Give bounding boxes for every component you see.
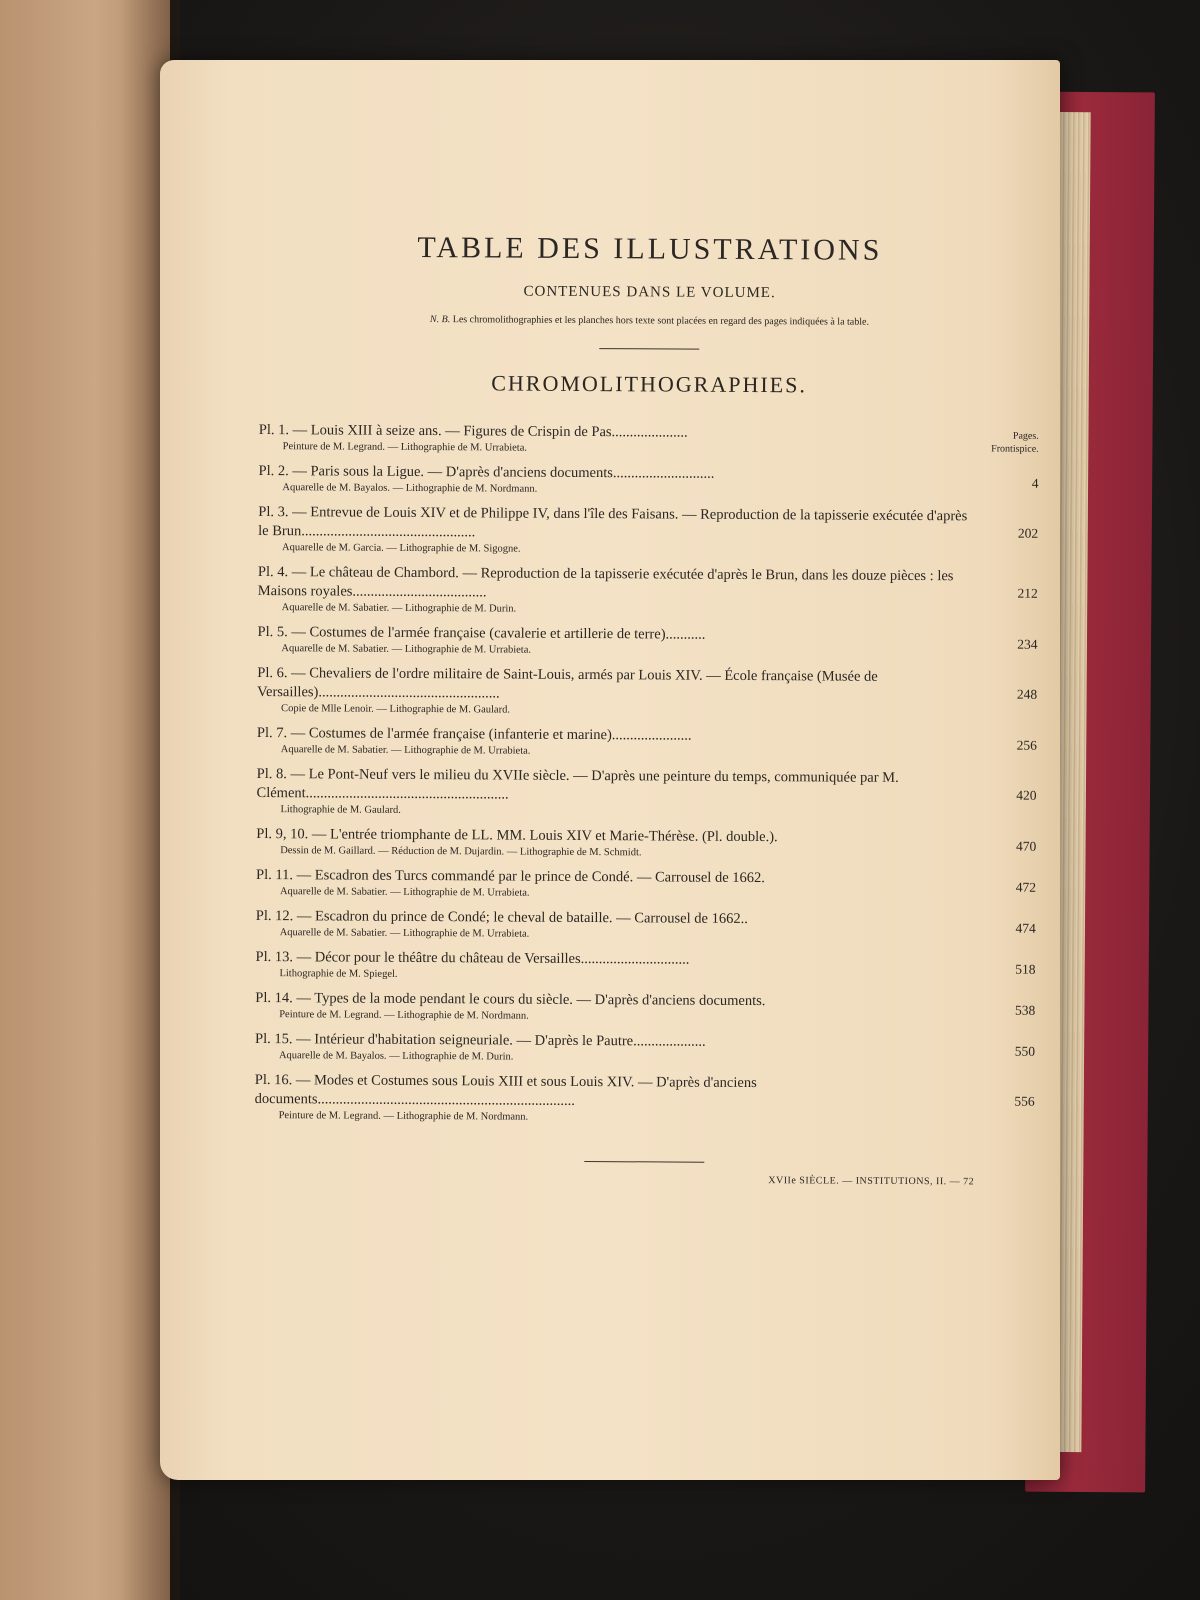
entry-body — [255, 948, 967, 985]
entry-credit: Copie de Mlle Lenoir. — Lithographie de M. Gaulard. — [281, 703, 511, 716]
list-item — [258, 563, 1038, 620]
section-title: CHROMOLITHOGRAPHIES. — [491, 370, 807, 398]
entry-title: Pl. 5. — Costumes de l'armée française (cavalerie et artillerie de terre)........... — [257, 623, 706, 643]
entry-title: Pl. 13. — Décor pour le théâtre du château de Versailles.............................. — [255, 948, 690, 968]
illustration-list — [255, 421, 1039, 1128]
bottom-divider — [584, 1161, 704, 1163]
page-content — [254, 230, 1040, 1188]
entry-credit: Lithographie de M. Gaulard. — [280, 804, 401, 816]
list-item — [255, 1071, 1035, 1128]
entry-page: 550 — [1014, 1043, 1036, 1059]
divider — [599, 348, 699, 350]
entry-page: Frontispice. — [991, 443, 1039, 455]
entry-credit: Aquarelle de M. Garcia. — Lithographie de M. Sigogne. — [282, 542, 521, 555]
list-item — [258, 462, 1038, 500]
note — [259, 313, 1039, 329]
entry-credit: Peinture de M. Legrand. — Lithographie de M. Nordmann. — [279, 1009, 529, 1022]
entry-page: 202 — [1017, 525, 1039, 541]
page-title: TABLE DES ILLUSTRATIONS — [417, 230, 883, 267]
note-text: Les chromolithographies et les planches hors texte sont placées en regard des pages indiquées à la table. — [452, 314, 869, 328]
entry-credit: Aquarelle de M. Sabatier. — Lithographie de M. Urrabieta. — [281, 643, 532, 656]
entry-page: 248 — [1016, 686, 1038, 702]
entry-title: Pl. 15. — Intérieur d'habitation seigneuriale. — D'après le Pautre.................... — [255, 1030, 706, 1050]
entry-page: 538 — [1014, 1002, 1036, 1018]
entry-page-column — [979, 425, 1039, 455]
entry-body — [256, 765, 968, 821]
entry-credit: Aquarelle de M. Sabatier. — Lithographie de M. Urrabieta. — [279, 927, 530, 940]
entry-body — [257, 724, 969, 761]
page-subtitle: CONTENUES DANS LE VOLUME. — [523, 283, 776, 302]
list-item — [256, 907, 1036, 945]
entry-title: Pl. 8. — Le Pont-Neuf vers le milieu du XVIIe siècle. — D'après une peinture du temps, communiquée par M. Clément........................................................ — [256, 765, 899, 803]
note-prefix: N. B. — [429, 314, 451, 326]
entry-page: 518 — [1015, 961, 1036, 977]
list-item — [256, 765, 1036, 822]
entry-credit: Peinture de M. Legrand. — Lithographie de M. Nordmann. — [278, 1110, 529, 1123]
entry-credit: Aquarelle de M. Bayalos. — Lithographie de M. Nordmann. — [282, 482, 538, 495]
list-item — [257, 664, 1037, 721]
page-footer: XVIIe SIÈCLE. — INSTITUTIONS, II. — 72 — [768, 1175, 975, 1188]
entry-credit: Aquarelle de M. Sabatier. — Lithographie de M. Urrabieta. — [280, 744, 531, 757]
entry-body — [256, 907, 968, 944]
entry-title: Pl. 7. — Costumes de l'armée française (infanterie et marine)...................... — [256, 724, 692, 744]
entry-title: Pl. 2. — Paris sous la Ligue. — D'après d'anciens documents............................ — [258, 462, 715, 482]
list-item — [258, 503, 1038, 560]
entry-title: Pl. 3. — Entrevue de Louis XIV et de Philippe IV, dans l'île des Faisans. — Reproduction de la tapisserie exécutée d'après le Brun................................................ — [258, 503, 968, 541]
list-item — [255, 948, 1035, 986]
entry-body — [255, 989, 967, 1026]
entry-credit: Aquarelle de M. Sabatier. — Lithographie de M. Durin. — [281, 602, 517, 615]
entry-body — [257, 623, 969, 660]
entry-page: 420 — [1016, 787, 1037, 803]
entry-page: 472 — [1015, 879, 1037, 895]
entry-body — [258, 563, 970, 619]
entry-credit: Aquarelle de M. Bayalos. — Lithographie de M. Durin. — [278, 1050, 514, 1063]
entry-body — [259, 421, 971, 458]
list-item — [256, 866, 1036, 904]
entry-page: 234 — [1017, 636, 1038, 652]
entry-body — [255, 1030, 967, 1067]
entry-page: 256 — [1016, 737, 1037, 753]
entry-body — [256, 825, 968, 862]
entry-body — [258, 462, 970, 499]
list-item — [256, 825, 1036, 863]
entry-title: Pl. 9, 10. — L'entrée triomphante de LL. MM. Louis XIV et Marie-Thérèse. (Pl. double.). — [256, 825, 778, 846]
list-item — [255, 1030, 1035, 1068]
list-item — [259, 421, 1039, 459]
list-item — [255, 989, 1035, 1027]
entry-title: Pl. 1. — Louis XIII à seize ans. — Figures de Crispin de Pas..................... — [258, 421, 688, 441]
entry-body — [256, 866, 968, 903]
entry-body — [258, 503, 970, 559]
list-item — [257, 724, 1037, 762]
entry-title: Pl. 4. — Le château de Chambord. — Reproduction de la tapisserie exécutée d'après le Brun, dans les douze pièces : les Maisons royales..................................... — [257, 563, 954, 601]
entry-credit: Aquarelle de M. Sabatier. — Lithographie de M. Urrabieta. — [279, 886, 530, 899]
entry-page: 212 — [1017, 585, 1038, 601]
entry-title: Pl. 14. — Types de la mode pendant le cours du siècle. — D'après d'anciens documents. — [255, 989, 766, 1010]
entry-credit: Peinture de M. Legrand. — Lithographie de M. Urrabieta. — [282, 441, 528, 454]
entry-credit: Lithographie de M. Spiegel. — [279, 968, 398, 980]
entry-title: Pl. 6. — Chevaliers de l'ordre militaire de Saint-Louis, armés par Louis XIV. — École française (Musée de Versailles).................................................. — [257, 664, 878, 702]
entry-credit: Dessin de M. Gaillard. — Réduction de M. Dujardin. — Lithographie de M. Schmidt. — [280, 845, 642, 859]
pages-label: Pages. — [1012, 430, 1039, 442]
entry-body — [257, 664, 969, 720]
entry-title: Pl. 12. — Escadron du prince de Condé; le cheval de bataille. — Carrousel de 1662.. — [255, 907, 748, 927]
entry-page: 474 — [1015, 920, 1036, 936]
entry-title: Pl. 16. — Modes et Costumes sous Louis XIII et sous Louis XIV. — D'après d'anciens documents....................................................................... — [254, 1071, 757, 1109]
entry-body — [255, 1071, 967, 1127]
entry-page: 4 — [1031, 475, 1039, 491]
entry-page: 470 — [1015, 838, 1037, 854]
list-item — [257, 623, 1037, 661]
entry-title: Pl. 11. — Escadron des Turcs commandé par le prince de Condé. — Carrousel de 1662. — [256, 866, 765, 887]
entry-page: 556 — [1014, 1093, 1035, 1109]
book-page — [160, 60, 1060, 1480]
